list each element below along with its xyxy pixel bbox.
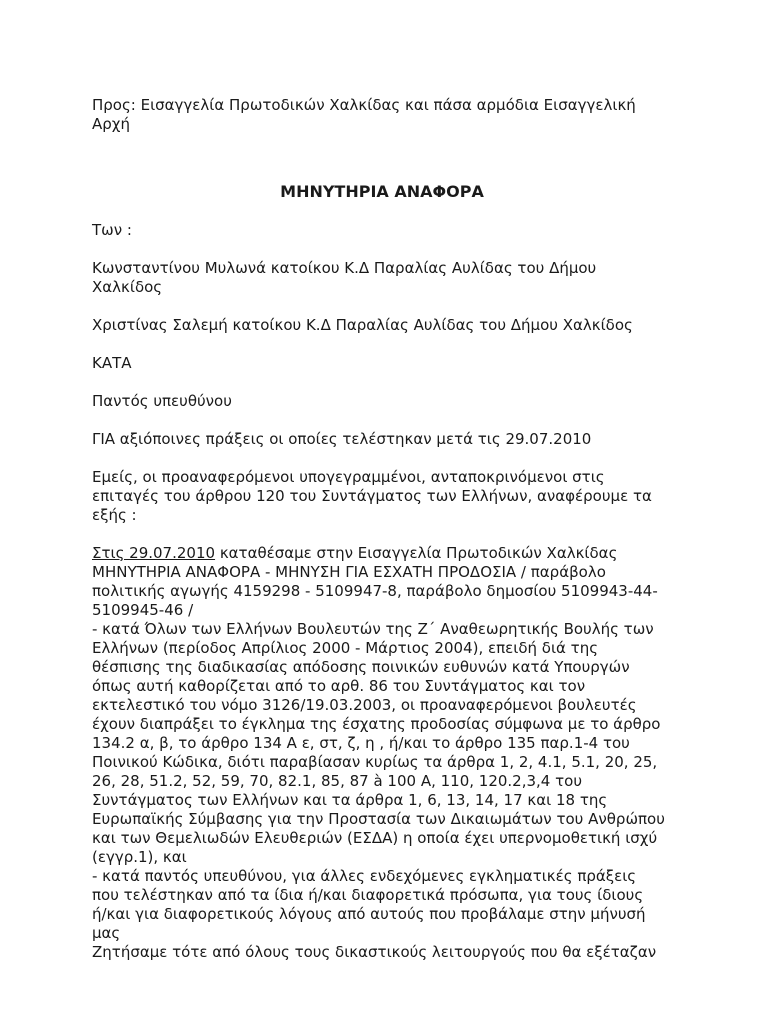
body-line: Συντάγματος των Ελλήνων και τα άρθρα 1, 6, 13, 14, 17 και 18 της [92, 791, 608, 809]
document-page [92, 96, 692, 962]
body-first-line [92, 544, 692, 563]
complainant-2: Χριστίνας Σαλεμή κατοίκου Κ.Δ Παραλίας Αυλίδας του Δήμου Χαλκίδος [92, 316, 633, 334]
body-line: μας [92, 924, 121, 942]
body-line: και των Θεμελιωδών Ελευθεριών (ΕΣΔΑ) η οποία έχει υπερνομοθετική ισχύ [92, 829, 658, 847]
body-line: Ζητήσαμε τότε από όλους τους δικαστικούς λειτουργούς που θα εξέταζαν [92, 943, 657, 961]
complainant-1 [92, 259, 692, 297]
complainant-1-line-2: Χαλκίδος [92, 278, 163, 296]
body-line: πολιτικής αγωγής 4159298 - 5109947-8, παράβολο δημοσίου 5109943-44- [92, 582, 658, 600]
body-line: ΜΗΝΥΤΗΡΙΑ ΑΝΑΦΟΡΑ - ΜΗΝΥΣΗ ΓΙΑ ΕΣΧΑΤΗ ΠΡΟΔΟΣΙΑ / παράβολο [92, 563, 606, 581]
against-label: ΚΑΤΑ [92, 354, 132, 372]
body-line: 134.2 α, β, το άρθρο 134 Α ε, στ, ζ, η , ή/και το άρθρο 135 παρ.1-4 του [92, 734, 630, 752]
intro-paragraph [92, 468, 692, 525]
body-line: ή/και για διαφορετικούς λόγους από αυτούς που προβάλαμε στην μήνυσή [92, 905, 646, 923]
body-line: έχουν διαπράξει το έγκλημα της έσχατης προδοσίας σύμφωνα με το άρθρο [92, 715, 661, 733]
body-paragraph [92, 544, 692, 962]
intro-line: επιταγές του άρθρου 120 του Συντάγματος των Ελλήνων, αναφέρουμε τα [92, 487, 652, 505]
recipient [92, 96, 692, 134]
body-line: Ευρωπαϊκής Σύμβασης για την Προστασία των Δικαιωμάτων του Ανθρώπου [92, 810, 665, 828]
body-line: Ελλήνων (περίοδος Απρίλιος 2000 - Μάρτιος 2004), επειδή διά της [92, 639, 599, 657]
from-label: Των : [92, 221, 132, 239]
body-line: θέσπισης της διαδικασίας απόδοσης ποινικών ευθυνών κατά Υπουργών [92, 658, 630, 676]
recipient-line-2: Αρχή [92, 115, 130, 133]
intro-line: Εμείς, οι προαναφερόμενοι υπογεγραμμένοι, ανταποκρινόμενοι στις [92, 468, 605, 486]
body-line: όπως αυτή καθορίζεται από το αρθ. 86 του Συντάγματος και τον [92, 677, 586, 695]
body-line: - κατά Όλων των Ελλήνων Βουλευτών της Ζ΄ Αναθεωρητικής Βουλής των [92, 620, 654, 638]
recipient-line-1: Προς: Εισαγγελία Πρωτοδικών Χαλκίδας και πάσα αρμόδια Εισαγγελική [92, 96, 636, 114]
body-line: (εγγρ.1), και [92, 848, 187, 866]
body-first-line-rest: καταθέσαμε στην Εισαγγελία Πρωτοδικών Χαλκίδας [215, 544, 618, 562]
complainant-1-line-1: Κωνσταντίνου Μυλωνά κατοίκου Κ.Δ Παραλίας Αυλίδας του Δήμου [92, 259, 597, 277]
body-line: που τελέστηκαν από τα ίδια ή/και διαφορετικά πρόσωπα, για τους ίδιους [92, 886, 644, 904]
body-line: - κατά παντός υπευθύνου, για άλλες ενδεχόμενες εγκληματικές πράξεις [92, 867, 637, 885]
date-reference: Στις 29.07.2010 [92, 544, 216, 562]
subject-line: ΓΙΑ αξιόποινες πράξεις οι οποίες τελέστηκαν μετά τις 29.07.2010 [92, 430, 592, 448]
body-line: 5109945-46 / [92, 601, 194, 619]
against-party: Παντός υπευθύνου [92, 392, 232, 410]
body-line: 26, 28, 51.2, 52, 59, 70, 82.1, 85, 87 à 100 Α, 110, 120.2,3,4 του [92, 772, 583, 790]
document-title: ΜΗΝΥΤΗΡΙΑ ΑΝΑΦΟΡΑ [280, 182, 484, 201]
body-line: Ποινικού Κώδικα, διότι παραβίασαν κυρίως τα άρθρα 1, 2, 4.1, 5.1, 20, 25, [92, 753, 658, 771]
intro-line: εξής : [92, 506, 137, 524]
body-line: εκτελεστικό του νόμο 3126/19.03.2003, οι προαναφερόμενοι βουλευτές [92, 696, 637, 714]
